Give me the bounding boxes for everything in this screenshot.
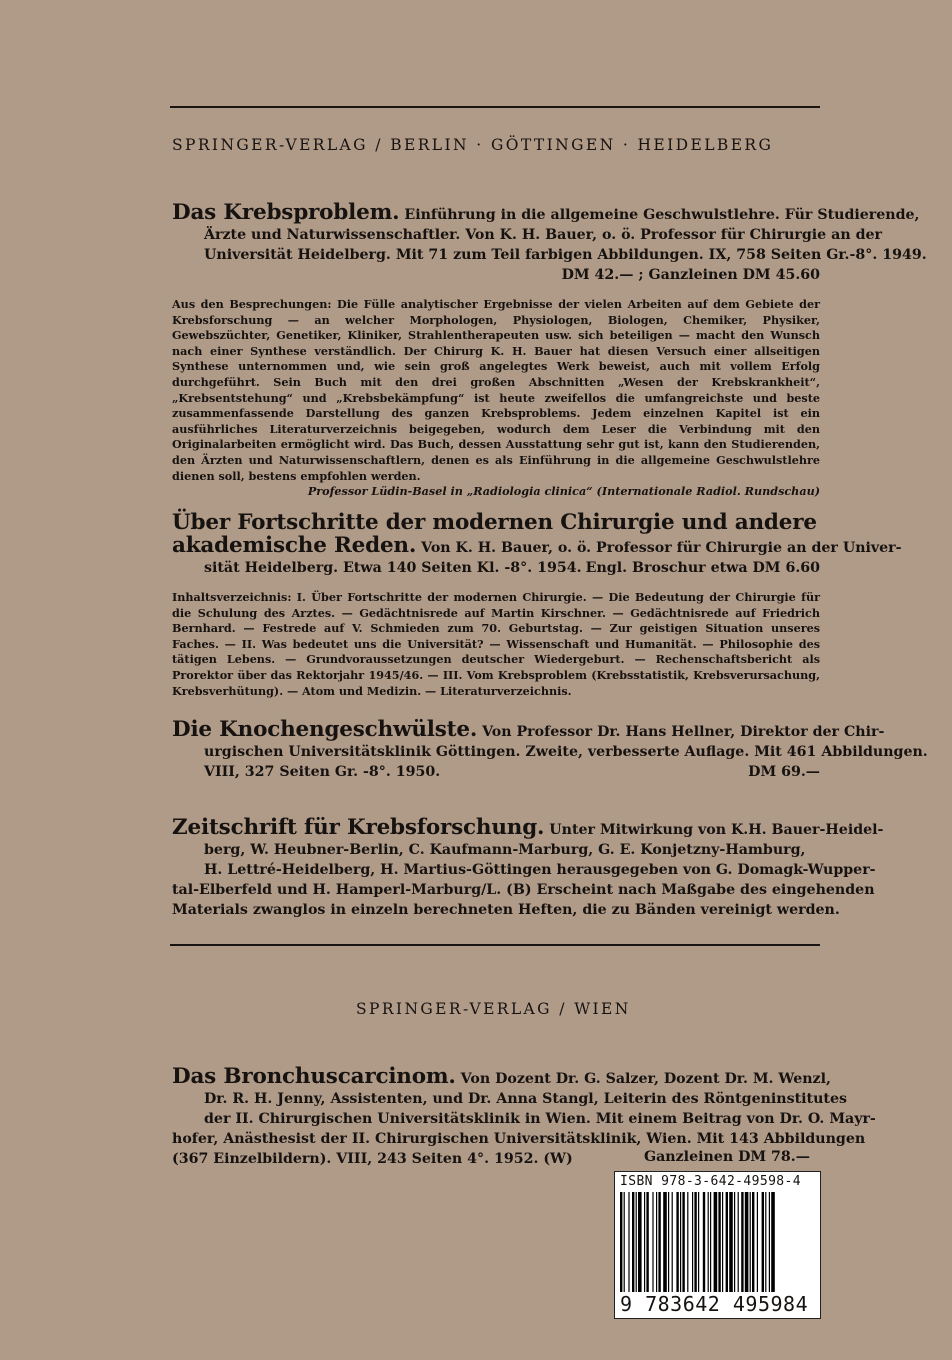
- publisher-header-berlin: SPRINGER-VERLAG / BERLIN · GÖTTINGEN · HEIDELBERG: [172, 136, 774, 154]
- barcode-bar: [663, 1192, 667, 1292]
- barcode-bar: [762, 1192, 764, 1292]
- book-subtitle: Einführung in die allgemeine Geschwulstlehre. Für Studierende,: [404, 207, 920, 223]
- barcode-bar: [692, 1192, 693, 1292]
- book-details: sität Heidelberg. Etwa 140 Seiten Kl. -8°. 1954.: [204, 560, 582, 576]
- book-description-line: der II. Chirurgischen Universitätsklinik in Wien. Mit einem Beitrag von Dr. O. Mayr-: [204, 1111, 876, 1127]
- journal-description-line: Materials zwanglos in einzeln berechneten Heften, die zu Bänden vereinigt werden.: [172, 902, 840, 918]
- barcode-bar: [752, 1192, 754, 1292]
- barcode-bar: [620, 1192, 622, 1292]
- entry-knochengeschwuelste: [172, 717, 928, 782]
- isbn-barcode: [614, 1171, 821, 1319]
- barcode-bar: [765, 1192, 766, 1292]
- barcode-bar: [638, 1192, 642, 1292]
- book-price: DM 42.— ; Ganzleinen DM 45.60: [561, 267, 820, 283]
- book-title: Über Fortschritte der modernen Chirurgie und andere: [172, 510, 817, 535]
- barcode-bar: [628, 1192, 629, 1292]
- entry-krebsproblem: [172, 200, 927, 500]
- entry-title-line: [172, 533, 902, 558]
- barcode-bar: [682, 1192, 684, 1292]
- book-title: Das Bronchuscarcinom.: [172, 1064, 456, 1089]
- entry-title-line: [172, 717, 885, 742]
- entry-title-line: [172, 815, 884, 840]
- book-description-line: Ärzte und Naturwissenschaftler. Von K. H. Bauer, o. ö. Professor für Chirurgie an der: [204, 227, 882, 243]
- book-price: Engl. Broschur etwa DM 6.60: [585, 560, 820, 576]
- entry-title-line: [172, 200, 920, 225]
- book-description-line: [172, 558, 820, 578]
- barcode-bar: [680, 1192, 681, 1292]
- barcode-bar: [708, 1192, 709, 1292]
- book-description-line: [172, 762, 820, 782]
- barcode-digits: 9 783642 495984: [620, 1292, 809, 1316]
- journal-description-line: berg, W. Heubner-Berlin, C. Kaufmann-Marburg, G. E. Konjetzny-Hamburg,: [204, 842, 806, 858]
- barcode-bar: [722, 1192, 723, 1292]
- book-details: VIII, 327 Seiten Gr. -8°. 1950.: [204, 764, 441, 780]
- book-price: DM 69.—: [748, 764, 820, 780]
- book-title: Das Krebsproblem.: [172, 200, 400, 225]
- barcode-bar: [644, 1192, 645, 1292]
- barcode-bar: [632, 1192, 634, 1292]
- publisher-header-wien: SPRINGER-VERLAG / WIEN: [356, 1000, 631, 1018]
- barcode-bar: [710, 1192, 711, 1292]
- barcode-bar: [703, 1192, 705, 1292]
- barcode-bar: [738, 1192, 739, 1292]
- barcode-bar: [676, 1192, 678, 1292]
- top-rule: [170, 106, 820, 108]
- barcode-bar: [672, 1192, 673, 1292]
- barcode-bar: [656, 1192, 657, 1292]
- book-title: Die Knochengeschwülste.: [172, 717, 478, 742]
- journal-description: Unter Mitwirkung von K.H. Bauer-Heidel-: [549, 822, 884, 838]
- book-description: Von Dozent Dr. G. Salzer, Dozent Dr. M. Wenzl,: [460, 1071, 831, 1087]
- barcode-bar: [652, 1192, 653, 1292]
- barcode-bar: [750, 1192, 751, 1292]
- entry-fortschritte: [172, 510, 902, 699]
- barcode-bar: [624, 1192, 625, 1292]
- book-title-cont: akademische Reden.: [172, 533, 417, 558]
- book-description-line: Universität Heidelberg. Mit 71 zum Teil farbigen Abbildungen. IX, 758 Seiten Gr.-8°. 1949.: [204, 247, 927, 263]
- journal-description-line: tal-Elberfeld und H. Hamperl-Marburg/L. (B) Erscheint nach Maßgabe des eingehenden: [172, 882, 875, 898]
- barcode-bar: [734, 1192, 735, 1292]
- book-description-line: urgischen Universitätsklinik Göttingen. Zweite, verbesserte Auflage. Mit 461 Abbildungen.: [204, 744, 928, 760]
- table-of-contents: Inhaltsverzeichnis: I. Über Fortschritte der modernen Chirurgie. — Die Bedeutung der Chirurgie für die Schulung des Arztes. — Gedächtnisrede auf Martin Kirschner. — Gedächtnisrede auf Friedrich Bernhard. — Festrede auf V. Schmieden zum 70. Geburtstag. — Zur geistigen Situation unseres Faches. — II. Was bedeutet uns die Universität? — Wissenschaft und Humanität. — Philosophie des tätigen Lebens. — Grundvoraussetzungen deutscher Wiedergeburt. — Rechenschaftsbericht als Prorektor über das Rektorjahr 1945/46. — III. Vom Krebsproblem (Krebsstatistik, Krebsverursachung, Krebsverhütung). — Atom und Medizin. — Literaturverzeichnis.: [172, 590, 820, 698]
- journal-description-line: H. Lettré-Heidelberg, H. Martius-Göttingen herausgegeben von G. Domagk-Wupper-: [204, 862, 876, 878]
- barcode-bar: [668, 1192, 669, 1292]
- barcode-bar: [769, 1192, 770, 1292]
- barcode-bar: [687, 1192, 688, 1292]
- barcode-bars: [620, 1192, 815, 1292]
- barcode-bar: [698, 1192, 699, 1292]
- entry-title-line: [172, 1064, 831, 1089]
- book-details: (367 Einzelbildern). VIII, 243 Seiten 4°. 1952. (W): [172, 1151, 573, 1167]
- barcode-bar: [741, 1192, 743, 1292]
- barcode-bar: [745, 1192, 749, 1292]
- barcode-bar: [636, 1192, 637, 1292]
- review-attribution: Professor Lüdin-Basel in „Radiologia clinica“ (Internationale Radiol. Rundschau): [307, 484, 820, 499]
- book-description: Von K. H. Bauer, o. ö. Professor für Chirurgie an der Univer-: [421, 540, 902, 556]
- entry-zeitschrift: [172, 815, 884, 920]
- book-review: [172, 297, 820, 500]
- barcode-bar: [771, 1192, 775, 1292]
- barcode-bar: [726, 1192, 728, 1292]
- barcode-bar: [718, 1192, 720, 1292]
- journal-title: Zeitschrift für Krebsforschung.: [172, 815, 545, 840]
- barcode-bar: [694, 1192, 696, 1292]
- barcode-bar: [714, 1192, 718, 1292]
- barcode-bar: [646, 1192, 648, 1292]
- barcode-bar: [729, 1192, 733, 1292]
- book-description: Von Professor Dr. Hans Hellner, Direktor der Chir-: [482, 724, 885, 740]
- middle-rule: [170, 944, 820, 946]
- review-text: Aus den Besprechungen: Die Fülle analytischer Ergebnisse der vielen Arbeiten auf dem Gebiete der Krebsforschung — an welcher Morphologen, Physiologen, Biologen, Chemiker, Physiker, Gewebszüchter, Genetiker, Kliniker, Strahlentherapeuten usw. sich beteiligen — macht den Wunsch nach einer Synthese verständlich. Der Chirurg K. H. Bauer hat diesen Versuch einer allseitigen Synthese unternommen und, wie sein groß angelegtes Werk beweist, auch mit vollem Erfolg durchgeführt. Sein Buch mit den drei großen Abschnitten „Wesen der Krebskrankheit“, „Krebsentstehung“ und „Krebsbekämpfung“ ist heute zweifellos die umfangreichste und beste zusammenfassende Darstellung des ganzen Krebsproblems. Jedem einzelnen Kapitel ist ein ausführliches Literaturverzeichnis beigegeben, wodurch dem Leser die Verbindung mit den Originalarbeiten ermöglicht wird. Das Buch, dessen Ausstattung sehr gut ist, kann den Studierenden, den Ärzten und Naturwissenschaftlern, denen es als Einführung in die allgemeine Geschwulstlehre dienen soll, bestens empfohlen werden.: [172, 297, 820, 483]
- book-description-line: Dr. R. H. Jenny, Assistenten, und Dr. Anna Stangl, Leiterin des Röntgeninstitutes: [204, 1091, 847, 1107]
- book-price: Ganzleinen DM 78.—: [644, 1149, 810, 1165]
- barcode-bar: [757, 1192, 758, 1292]
- barcode-bar: [658, 1192, 660, 1292]
- book-description-line: hofer, Anästhesist der II. Chirurgischen Universitätsklinik, Wien. Mit 143 Abbildungen: [172, 1131, 866, 1147]
- isbn-label: ISBN 978-3-642-49598-4: [620, 1174, 801, 1189]
